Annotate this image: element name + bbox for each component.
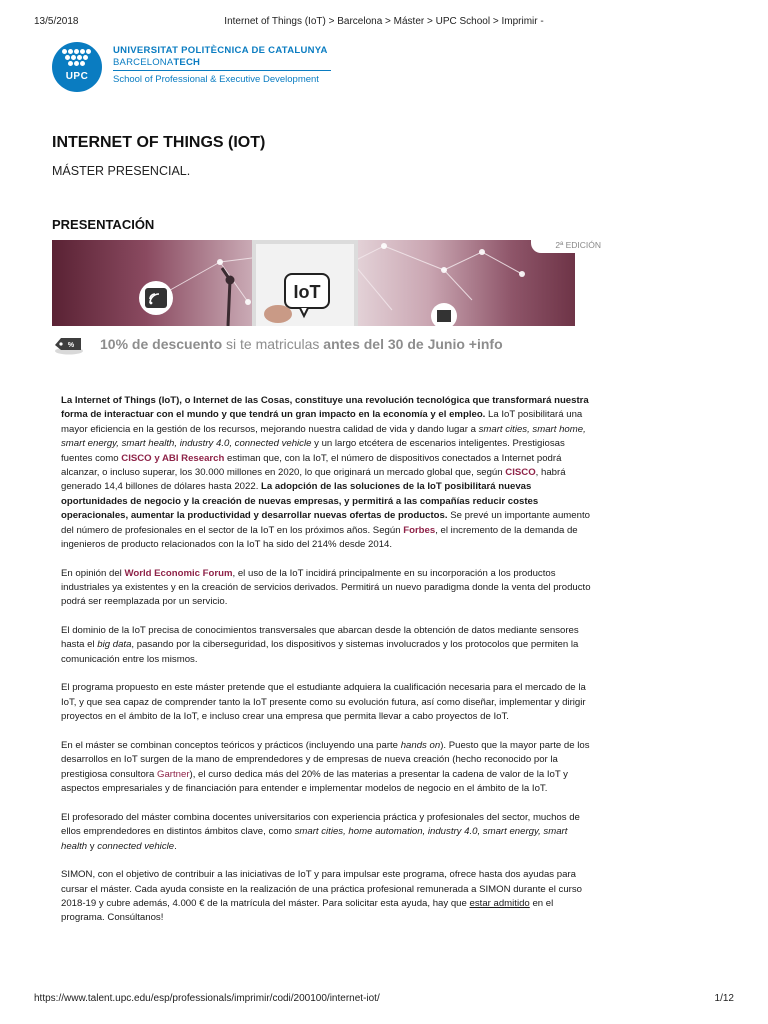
simon-text-2: en el programa. Consúltanos!: [61, 897, 554, 924]
knowledge-text-2: , pasando por la ciberseguridad, los dispositivos y sistemas involucrados y los protocolos que permiten la comunicación entre los mismos.: [61, 639, 579, 665]
print-header: [34, 16, 734, 30]
link-forbes[interactable]: Forbes: [403, 524, 436, 536]
edition-badge: 2ª EDICIÓN: [531, 237, 605, 253]
intro-text-5: Se prevé un importante aumento del número de profesionales en el sector de la IoT en los próximos años. Según: [61, 510, 590, 536]
faculty-italic-2: connected vehicle: [97, 840, 175, 852]
link-cisco-abi-research[interactable]: CISCO y ABI Research: [121, 452, 225, 464]
paragraph-intro: [61, 394, 593, 552]
upc-logo[interactable]: [52, 42, 352, 92]
logo-school-name: School of Professional & Executive Development: [113, 74, 319, 85]
iot-bubble-label: IoT: [293, 282, 321, 302]
intro-italic-1: smart cities, smart home, smart energy, smart health, industry 4.0, connected vehicle: [61, 423, 586, 450]
iot-network-illustration: [52, 240, 575, 326]
paragraph-program: El programa propuesto en este máster pretende que el estudiante adquiera la cualificación necesaria para el mercado de la IoT, y que sea capaz de comprender tanto la IoT presente como su evolución futura, así como diseñar, implementar y dirigir proyectos en el ámbito de la IoT, e incluso crear una empresa que permita llevar a cabo proyectos de IoT.: [61, 682, 586, 723]
promo-deadline[interactable]: antes del 30 de Junio +info: [323, 336, 503, 352]
logo-barcelona: BARCELONA: [113, 57, 174, 68]
logo-divider: [113, 70, 331, 71]
tablet-with-iot-icon: [252, 240, 358, 326]
link-world-economic-forum[interactable]: World Economic Forum: [124, 567, 233, 579]
print-footer: [34, 993, 734, 1007]
promo-middle: si te matriculas: [222, 336, 324, 352]
promo-discount: 10% de descuento: [100, 336, 223, 352]
intro-bold-2: La adopción de las soluciones de la IoT posibilitará nuevas oportunidades de negocio y la creación de nuevas empresas, y permitirá a las compañías reducir costes operacionales, aumentar la productividad y desarrollar nuevas ofertas de productos.: [61, 481, 539, 522]
faculty-text-2: y: [87, 840, 98, 852]
wifi-node-icon: [139, 281, 173, 315]
intro-bold-1: La Internet of Things (IoT), o Internet de las Cosas, constituye una revolución tecnológica que transformará nuestra forma de interactuar con el mundo y que tendrá un gran impacto en la economía y el empleo.: [61, 395, 589, 421]
link-cisco[interactable]: CISCO: [505, 467, 536, 479]
print-url: https://www.talent.upc.edu/esp/professionals/imprimir/codi/200100/internet-iot/: [34, 993, 380, 1004]
logo-barcelonatech: [113, 57, 200, 68]
intro-text-3: estiman que, con la IoT, el número de dispositivos conectados a Internet podrá alcanzar, o incluso superar, los 30.000 millones en 2020, lo que originará un mercado global que, según: [61, 452, 562, 479]
page-subtitle: MÁSTER PRESENCIAL.: [52, 164, 191, 178]
print-page-title: Internet of Things (IoT) > Barcelona > Máster > UPC School > Imprimir -: [224, 16, 544, 27]
simon-text-1: SIMON, con el objetivo de contribuir a las iniciativas de IoT y para impulsar este programa, ofrece hasta dos ayudas para cursar el máster. Cada ayuda consiste en la realización de una práctica profesional remunerada a SIMON durante el curso 2018-19 y cubre además, 4.000 € de la matrícula del máster. Para solicitar esta ayuda, hay que: [61, 869, 583, 909]
link-estar-admitido[interactable]: estar admitido: [469, 897, 530, 909]
intro-text-6: , el incremento de la demanda de ingenieros de producto relacionados con la IoT ha sido del 214% desde 2014.: [61, 524, 578, 551]
svg-text:%: %: [67, 342, 75, 349]
content-italic: hands on: [400, 739, 441, 751]
wef-text-1: En opinión del: [61, 567, 125, 579]
faculty-italic-1: smart cities, home automation, industry 4.0, smart energy, smart health: [61, 826, 568, 852]
logo-dots-icon: [62, 49, 92, 67]
discount-promo[interactable]: [52, 334, 612, 356]
print-date: 13/5/2018: [34, 16, 79, 27]
hero-banner: [52, 240, 575, 326]
paragraph-knowledge: [61, 624, 593, 667]
discount-tag-icon: [52, 334, 86, 356]
logo-tech: TECH: [173, 57, 201, 68]
content-text-1: En el máster se combinan conceptos teóricos y prácticos (incluyendo una parte: [61, 739, 401, 751]
paragraph-faculty: [61, 811, 593, 854]
promo-text[interactable]: [100, 336, 503, 352]
upc-logo-emblem: [52, 42, 102, 92]
knowledge-italic: big data: [97, 639, 132, 651]
link-gartner[interactable]: Gartner: [157, 768, 190, 780]
logo-university-name: UNIVERSITAT POLITÈCNICA DE CATALUNYA: [113, 45, 328, 56]
paragraph-simon: [61, 868, 593, 926]
intro-text-1: La IoT posibilitará una mayor eficiencia en la gestión de los recursos, mejorando nuestra calidad de vida y dando lugar a: [61, 409, 583, 435]
logo-abbrev: UPC: [65, 71, 89, 82]
intro-text-2: y un largo etcétera de escenarios inteligentes. Prestigiosas fuentes como: [61, 438, 565, 464]
robot-arm-icon: [222, 268, 233, 326]
page-title: INTERNET OF THINGS (IOT): [52, 134, 266, 151]
wef-text-2: , el uso de la IoT incidirá principalmente en su incorporación a los productos industriales ya existentes y en la creación de servicios derivados. Permitirá un nuevo paradigma donde la venta del producto podrá ser reemplazada por un servicio.: [61, 567, 591, 608]
knowledge-text-1: El dominio de la IoT precisa de conocimientos transversales que abarcan desde la obtención de datos mediante sensores hasta el: [61, 625, 579, 651]
content-text-3: ), el curso dedica más del 20% de las materias a presentar la cadena de valor de la IoT y aspectos empresariales y de financiación para entender e implementar modelos de negocio en el ámbito de la IoT.: [61, 768, 568, 795]
content-text-2: ). Puesto que la mayor parte de los desarrollos en IoT surgen de la mano de emprendedores y de empresas de nueva creación (hecho reconocido por la prestigiosa consultora: [61, 739, 590, 780]
faculty-text-3: .: [174, 840, 177, 852]
print-page-number: 1/12: [714, 993, 734, 1004]
presentation-text: [61, 394, 593, 940]
gear-node-icon: [431, 303, 457, 326]
faculty-text-1: El profesorado del máster combina docentes universitarios con experiencia práctica y profesionales del sector, muchos de ellos emprendedores en distintos ámbitos clave, como: [61, 811, 580, 838]
intro-text-4: , habrá generado 14,4 billones de dólares hasta 2022.: [61, 467, 566, 493]
paragraph-wef: [61, 567, 593, 610]
paragraph-master-content: [61, 739, 593, 797]
section-heading-presentacion: PRESENTACIÓN: [52, 217, 155, 232]
